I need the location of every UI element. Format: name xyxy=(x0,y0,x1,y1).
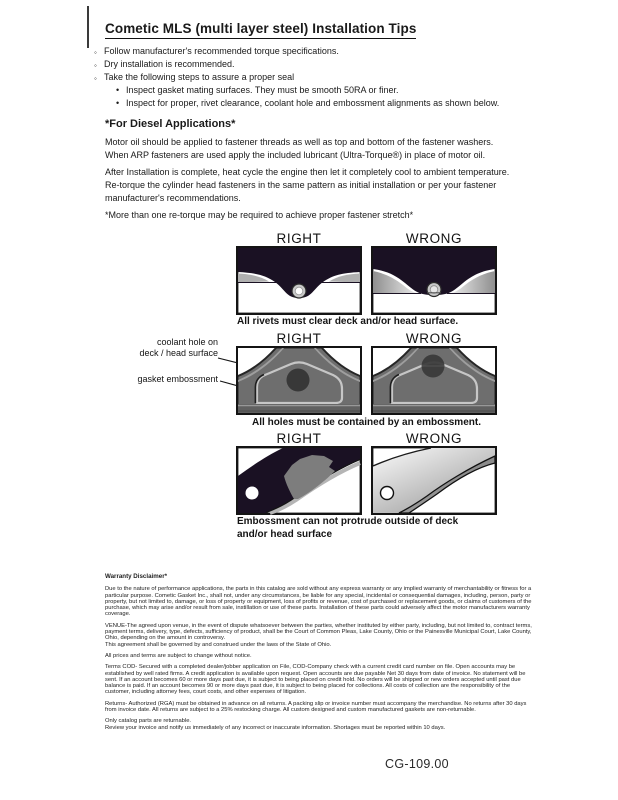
disclaimer-paragraph: Only catalog parts are returnable. xyxy=(105,718,192,725)
wrong-label-row3: WRONG xyxy=(405,431,463,446)
rivet-right-illustration xyxy=(236,246,362,315)
disclaimer-paragraph: Returns- Authorized (RGA) must be obtained in advance on all returns. A packing slip or invoice number must accompany the merchandise. No returns after 30 days from invoice date. All returns are subject to a 25% restocking charge. All custom designed and custom manufactured gaskets are non-returnable. xyxy=(105,700,527,714)
list-item-text: Take the following steps to assure a proper seal xyxy=(104,72,295,82)
diagram-protrude-wrong xyxy=(371,446,497,515)
hole-right-illustration xyxy=(236,346,362,415)
diagram-hole-wrong xyxy=(371,346,497,415)
protrude-wrong-illustration xyxy=(371,446,497,515)
disclaimer-paragraph: This agreement shall be governed by and construed under the laws of the State of Ohio. xyxy=(105,641,332,648)
disclaimer-heading: Warranty Disclaimer* xyxy=(105,573,168,580)
warranty-disclaimer xyxy=(105,574,534,736)
right-label-row2: RIGHT xyxy=(276,331,322,346)
right-label-row3: RIGHT xyxy=(276,431,322,446)
disclaimer-paragraph: Terms COD- Secured with a completed dealer/jobber application on File, COD-Company check with a current credit card number on file. Open accounts may be established by well rated firms. A credit application is available upon request. Open accounts are due payable Net 30 days from date of invoice. No statement will be sent. If an account becomes 60 or more days past due, it is subject to being placed on credit hold. No orders will be shipped or new orders accepted until past due balance is paid. If an account becomes 90 or more days past due, it is subject to being placed for collections. All costs of collection are the responsibility of the customer, including attorney fees, court costs, and other expenses of litigation. xyxy=(105,664,526,696)
row3-caption: Embossment can not protrude outside of deck and/or head surface xyxy=(237,516,459,540)
bullet-icon: • xyxy=(116,85,120,95)
list-item xyxy=(94,97,564,110)
rivet-wrong-illustration xyxy=(371,246,497,315)
disclaimer-paragraph: Review your invoice and notify us immediately of any incorrect or inaccurate information. Shortages must be reported within 10 days. xyxy=(105,724,446,731)
list-item-text: Dry installation is recommended. xyxy=(104,59,235,69)
diesel-section-heading: *For Diesel Applications* xyxy=(105,118,236,130)
page-title: Cometic MLS (multi layer steel) Installation Tips xyxy=(105,21,416,39)
diagram-rivet-wrong xyxy=(371,246,497,315)
open-bullet-icon: ◦ xyxy=(94,47,97,57)
list-item xyxy=(94,84,564,97)
right-label-row1: RIGHT xyxy=(276,231,322,246)
diesel-paragraph-2: After Installation is complete, heat cycle the engine then let it completely cool to ambient temperature. Re-torque the cylinder head fasteners in the same pattern as initial installation or per your fastener manufacturer's recommendations. xyxy=(105,167,510,203)
gasket-embossment-label: gasket embossment xyxy=(137,374,218,384)
protrude-right-illustration xyxy=(236,446,362,515)
disclaimer-paragraph: All prices and terms are subject to change without notice. xyxy=(105,652,252,659)
wrong-label-row1: WRONG xyxy=(405,231,463,246)
bolt-hole-icon xyxy=(246,487,259,500)
rivet-icon xyxy=(427,283,441,297)
list-item-text: Inspect for proper, rivet clearance, coolant hole and embossment alignments as shown below. xyxy=(126,98,500,108)
diesel-paragraph-1: Motor oil should be applied to fastener threads as well as top and bottom of the fastener washers. When ARP fasteners are used apply the included lubricant (Ultra-Torque®) in place of motor oil. xyxy=(105,137,494,160)
coolant-hole-icon xyxy=(287,369,310,392)
bolt-hole-icon xyxy=(381,487,394,500)
hole-wrong-illustration xyxy=(371,346,497,415)
list-item xyxy=(94,58,564,71)
retorque-note: *More than one re-torque may be required to achieve proper fastener stretch* xyxy=(105,210,414,220)
coolant-hole-label: coolant hole on deck / head surface xyxy=(139,337,218,358)
row2-caption: All holes must be contained by an embossment. xyxy=(252,417,481,428)
open-bullet-icon: ◦ xyxy=(94,73,97,83)
open-bullet-icon: ◦ xyxy=(94,60,97,70)
row1-caption: All rivets must clear deck and/or head surface. xyxy=(237,316,459,327)
diagram-rivet-right xyxy=(236,246,362,315)
scan-edge-artifact xyxy=(87,6,89,48)
disclaimer-paragraph: Due to the nature of performance applications, the parts in this catalog are sold without any express warranty or any implied warranty of merchantability or fitness for a particular purpose. Cometic Gasket Inc., shall not, under any circumstances, be liable for any special, incidental or consequential damages, including, person, party or property, but not limited to, damage, or loss of property or equipment, loss of profits or revenue, cost of purchased or replacement goods, or claims of customers of the purchase, which may arise and/or result from sale, instillation or use of these parts. Installation of these parts could adversely affect the motor manufacturers warranty coverage. xyxy=(105,586,532,618)
list-item xyxy=(94,71,564,84)
list-item-text: Inspect gasket mating surfaces. They must be smooth 50RA or finer. xyxy=(126,85,399,95)
rivet-icon xyxy=(292,284,306,298)
list-item-text: Follow manufacturer's recommended torque specifications. xyxy=(104,46,339,56)
tips-list xyxy=(94,45,564,110)
wrong-label-row2: WRONG xyxy=(405,331,463,346)
catalog-page-number: CG-109.00 xyxy=(385,757,449,771)
list-item xyxy=(94,45,564,58)
disclaimer-paragraph: VENUE-The agreed upon venue, in the event of dispute whatsoever between the parties, whether instituted by either party, including, but not limited to, contract terms, payment terms, delivery, type, defects, sufficiency of product, shall be the Court of Common Pleas, Lake County, Ohio or the Painesville Municipal Court, Lake County, Ohio, depending on the amount in controversy. xyxy=(105,622,532,642)
bullet-icon: • xyxy=(116,98,120,108)
diagram-protrude-right xyxy=(236,446,362,515)
diagram-hole-right xyxy=(236,346,362,415)
